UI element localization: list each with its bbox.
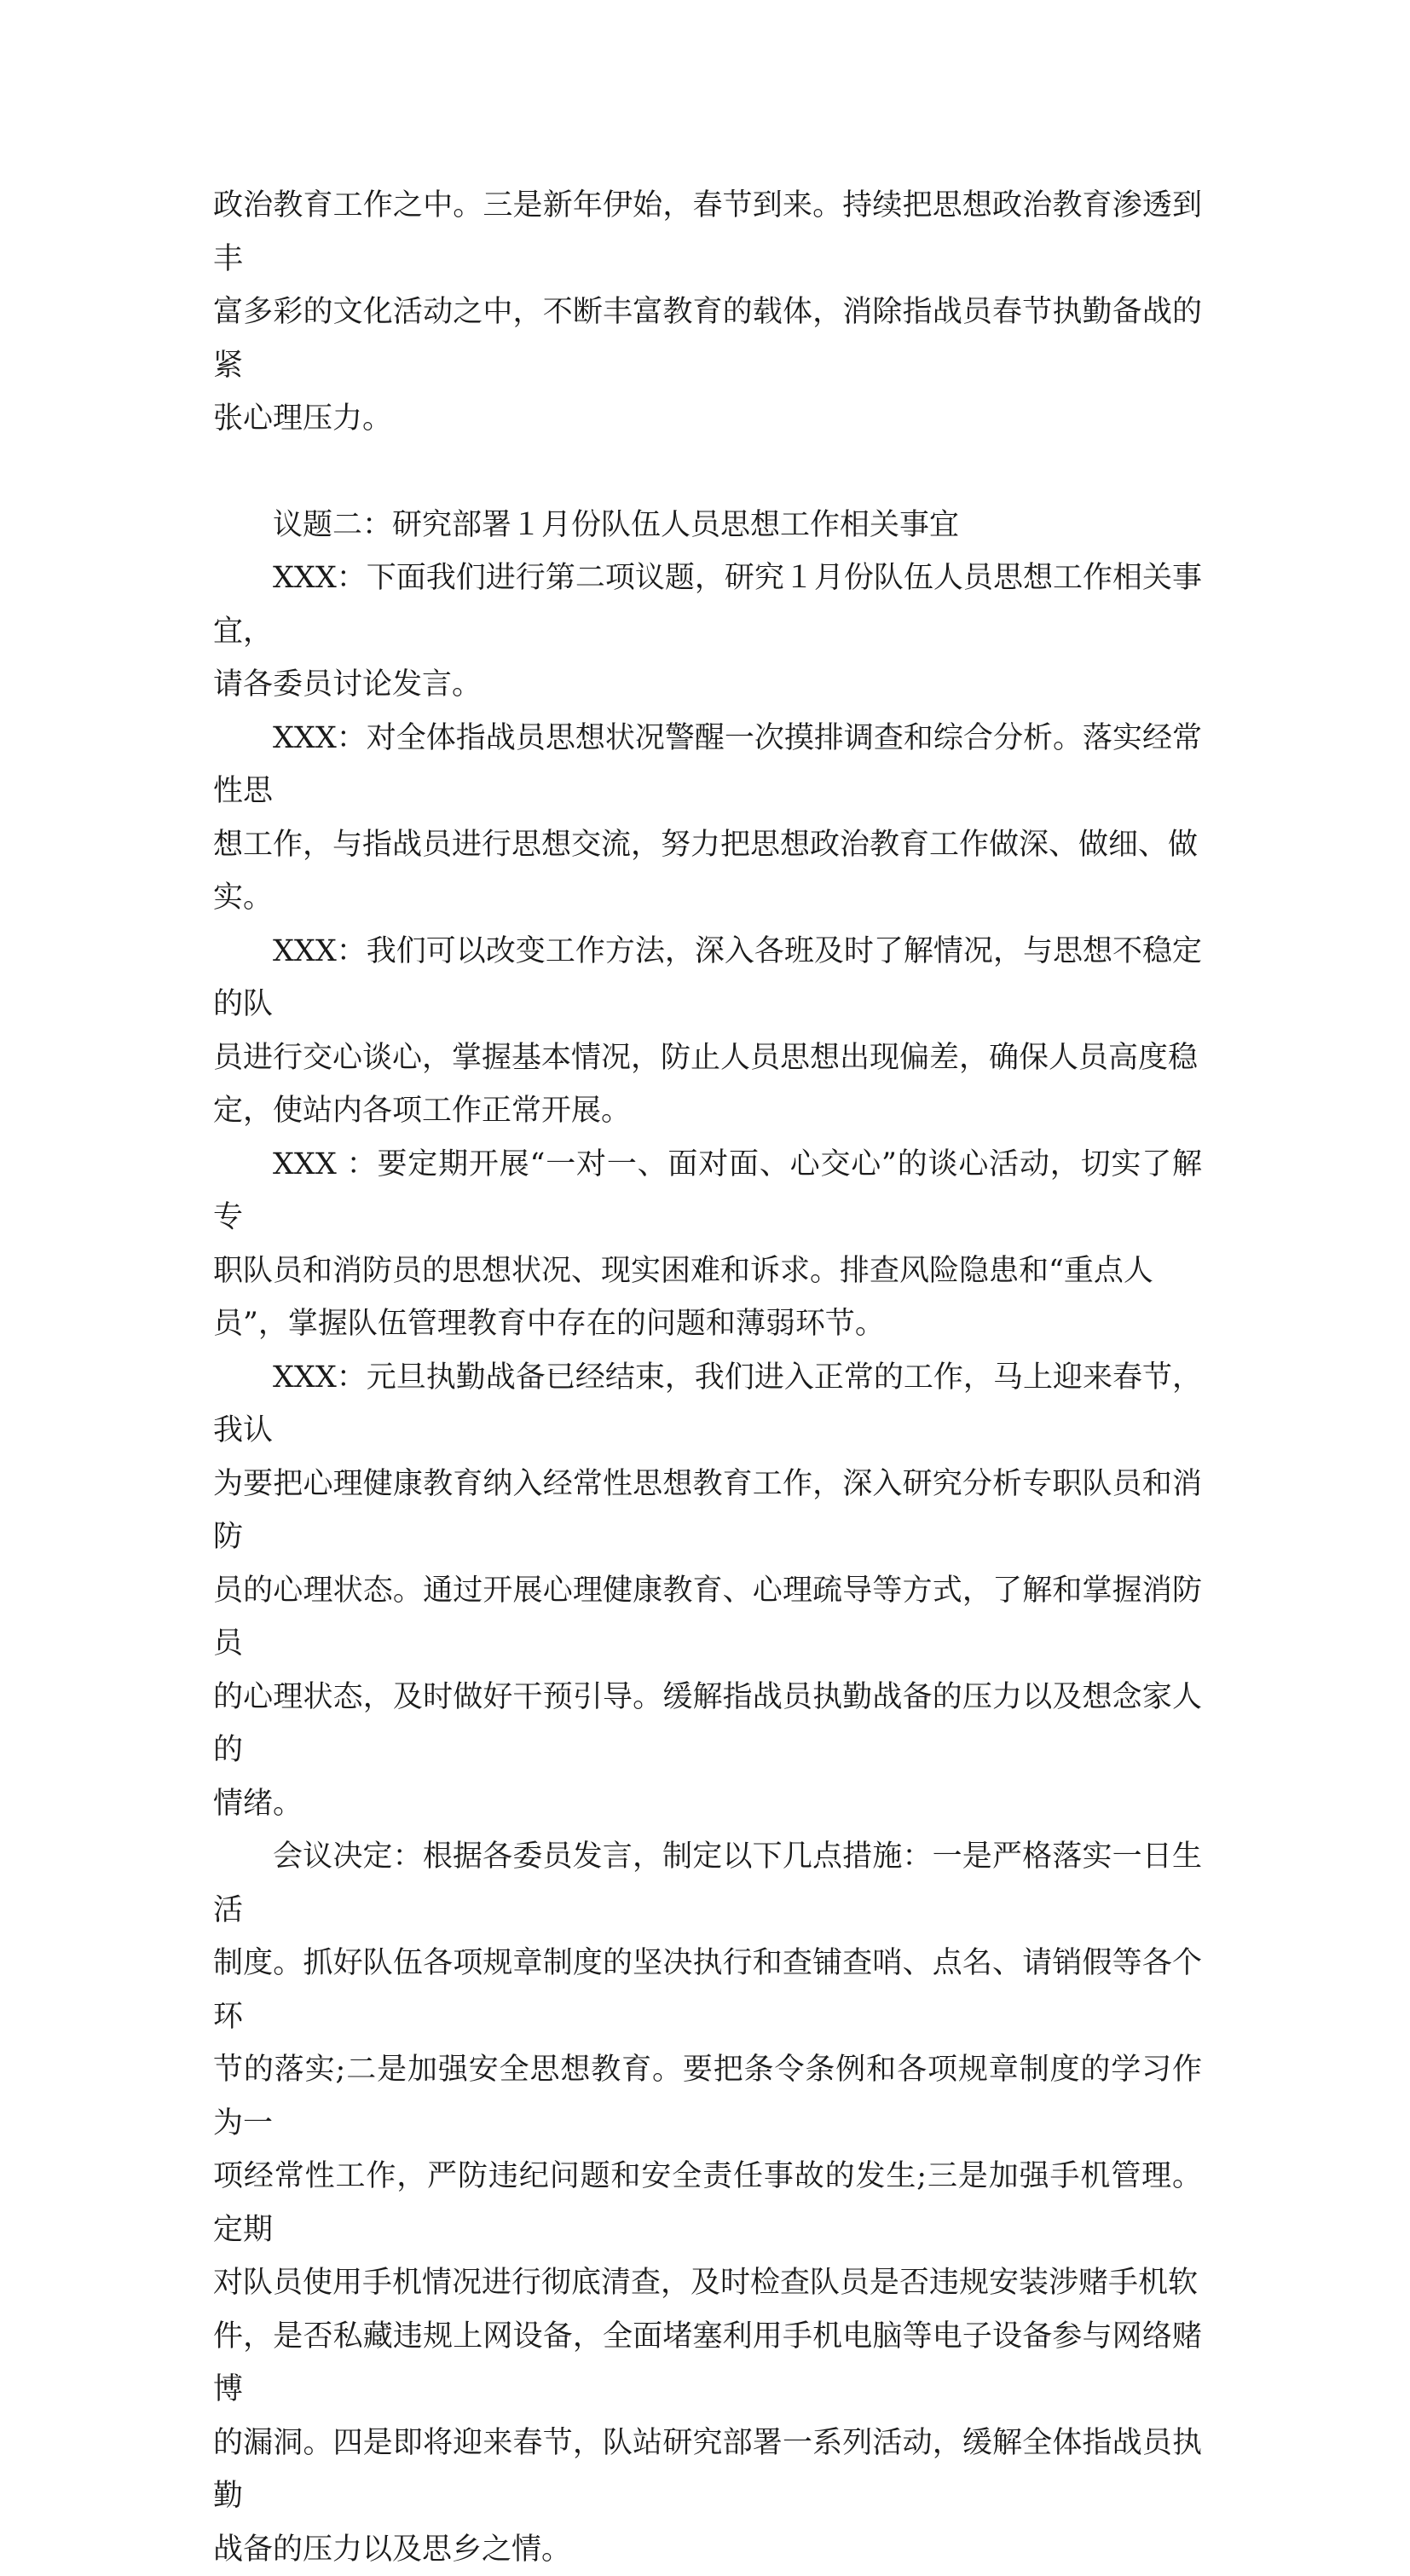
text-line: 的心理状态，及时做好干预引导。缓解指战员执勤战备的压力以及想念家人的 (213, 1671, 1202, 1777)
text-line: 想工作，与指战员进行思想交流，努力把思想政治教育工作做深、做细、做 (213, 818, 1202, 872)
text-line: 议题二：研究部署１月份队伍人员思想工作相关事宜 (213, 499, 1202, 552)
text-line: 会议决定：根据各委员发言，制定以下几点措施：一是严格落实一日生活 (213, 1830, 1202, 1937)
text-line: XXX：对全体指战员思想状况警醒一次摸排调查和综合分析。落实经常性思 (213, 712, 1202, 818)
speaker-paragraph (213, 712, 1202, 925)
text-line: 的漏洞。四是即将迎来春节，队站研究部署一系列活动，缓解全体指战员执勤 (213, 2417, 1202, 2523)
text-line: 张心理压力。 (213, 392, 1202, 446)
text-line: 节的落实;二是加强安全思想教育。要把条令条例和各项规章制度的学习作为一 (213, 2043, 1202, 2150)
text-line: 件，是否私藏违规上网设备，全面堵塞利用手机电脑等电子设备参与网络赌博 (213, 2310, 1202, 2417)
text-line: 员进行交心谈心，掌握基本情况，防止人员思想出现偏差，确保人员高度稳 (213, 1031, 1202, 1085)
text-line: 员的心理状态。通过开展心理健康教育、心理疏导等方式，了解和掌握消防员 (213, 1564, 1202, 1671)
text-line: 请各委员讨论发言。 (213, 658, 1202, 712)
text-line: 对队员使用手机情况进行彻底清查，及时检查队员是否违规安装涉赌手机软 (213, 2256, 1202, 2310)
text-line: 情绪。 (213, 1777, 1202, 1831)
text-line: 员”，掌握队伍管理教育中存在的问题和薄弱环节。 (213, 1297, 1202, 1351)
text-line: XXX ：要定期开展“一对一、面对面、心交心”的谈心活动，切实了解专 (213, 1138, 1202, 1245)
document-body (213, 179, 1202, 2576)
agenda-item-heading (213, 499, 1202, 552)
text-line: 战备的压力以及思乡之情。 (213, 2523, 1202, 2576)
paragraph-continuation (213, 179, 1202, 446)
text-line: 政治教育工作之中。三是新年伊始，春节到来。持续把思想政治教育渗透到丰 (213, 179, 1202, 286)
speaker-paragraph (213, 552, 1202, 712)
speaker-paragraph (213, 1138, 1202, 1351)
text-line: 项经常性工作，严防违纪问题和安全责任事故的发生;三是加强手机管理。定期 (213, 2150, 1202, 2256)
text-line: 制度。抓好队伍各项规章制度的坚决执行和查铺查哨、点名、请销假等各个环 (213, 1937, 1202, 2043)
text-line: 为要把心理健康教育纳入经常性思想教育工作，深入研究分析专职队员和消防 (213, 1458, 1202, 1564)
meeting-decision-paragraph (213, 1830, 1202, 2576)
text-line: XXX：我们可以改变工作方法，深入各班及时了解情况，与思想不稳定的队 (213, 925, 1202, 1031)
paragraph-gap (213, 446, 1202, 499)
text-line: XXX：元旦执勤战备已经结束，我们进入正常的工作，马上迎来春节，我认 (213, 1351, 1202, 1458)
text-line: 实。 (213, 871, 1202, 925)
speaker-paragraph (213, 1351, 1202, 1831)
text-line: 定，使站内各项工作正常开展。 (213, 1084, 1202, 1138)
text-line: XXX：下面我们进行第二项议题，研究１月份队伍人员思想工作相关事宜， (213, 552, 1202, 658)
text-line: 职队员和消防员的思想状况、现实困难和诉求。排查风险隐患和“重点人 (213, 1245, 1202, 1298)
speaker-paragraph (213, 925, 1202, 1138)
text-line: 富多彩的文化活动之中，不断丰富教育的载体，消除指战员春节执勤备战的紧 (213, 286, 1202, 392)
